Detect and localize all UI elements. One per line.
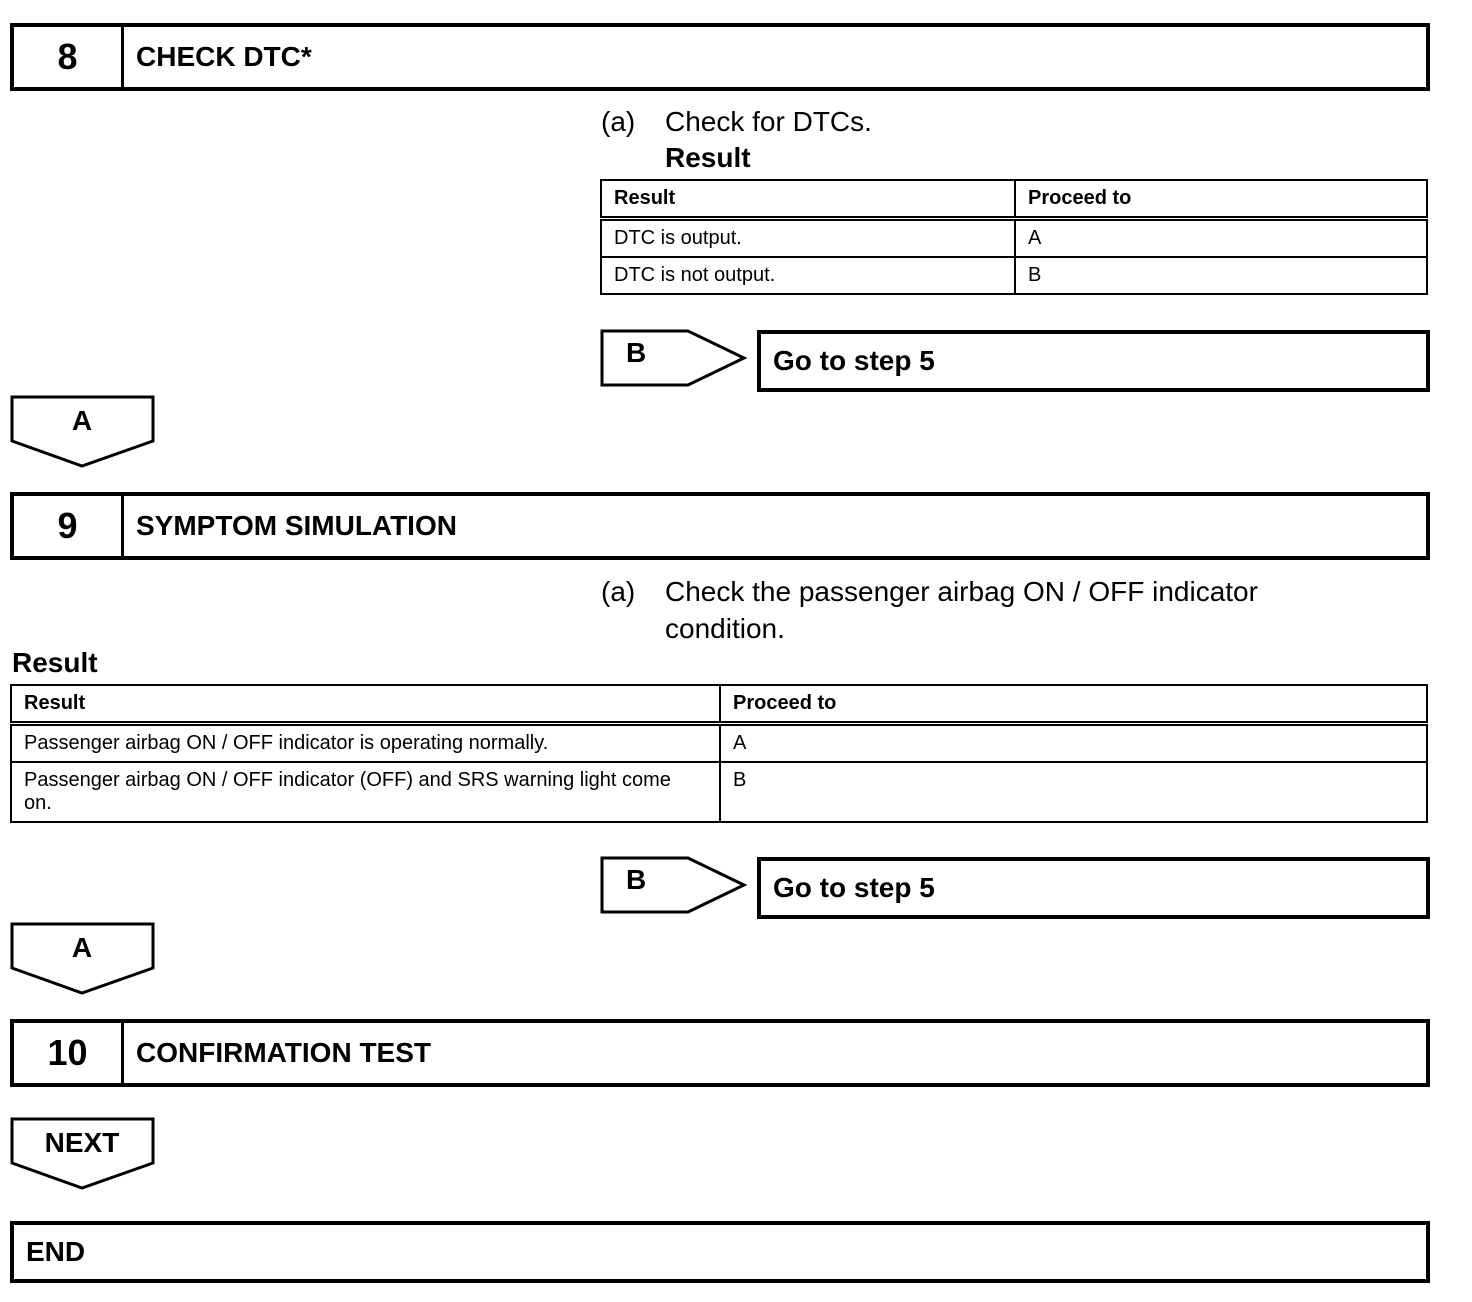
table-cell: A bbox=[1015, 219, 1427, 258]
table-cell: A bbox=[720, 724, 1427, 763]
table-cell: B bbox=[1015, 257, 1427, 294]
step-number: 10 bbox=[14, 1023, 124, 1083]
step-10-header bbox=[10, 1019, 1430, 1087]
step-9-header bbox=[10, 492, 1430, 560]
step-title: CHECK DTC* bbox=[136, 41, 312, 72]
substep-text: condition. bbox=[665, 613, 785, 644]
step-8-header bbox=[10, 23, 1430, 91]
continue-label: A bbox=[71, 405, 93, 436]
right-arrow-icon bbox=[600, 329, 750, 387]
table-header: Proceed to bbox=[720, 685, 1427, 724]
substep-text: Check the passenger airbag ON / OFF indicator bbox=[665, 576, 1258, 607]
table-row bbox=[11, 724, 1427, 763]
table-cell: Passenger airbag ON / OFF indicator (OFF) and SRS warning light come on. bbox=[11, 762, 720, 822]
table-cell: DTC is not output. bbox=[601, 257, 1015, 294]
table-cell: DTC is output. bbox=[601, 219, 1015, 258]
continue-a-arrow[interactable] bbox=[10, 922, 156, 996]
table-row bbox=[601, 257, 1427, 294]
result-table bbox=[10, 684, 1428, 823]
result-heading: Result bbox=[12, 647, 98, 678]
branch-label: B bbox=[626, 337, 647, 368]
continue-a-arrow[interactable] bbox=[10, 395, 156, 469]
substep-text: Check for DTCs. bbox=[665, 106, 872, 137]
table-header-row bbox=[11, 685, 1427, 724]
result-heading: Result bbox=[665, 142, 751, 173]
next-label: NEXT bbox=[44, 1127, 120, 1158]
step-title: SYMPTOM SIMULATION bbox=[136, 510, 457, 541]
substep-label: (a) bbox=[601, 576, 636, 607]
table-cell: B bbox=[720, 762, 1427, 822]
substep-label: (a) bbox=[601, 106, 636, 137]
continue-label: A bbox=[71, 932, 93, 963]
branch-label: B bbox=[626, 864, 647, 895]
table-header-row bbox=[601, 180, 1427, 219]
end-box: END bbox=[10, 1221, 1430, 1283]
next-arrow[interactable] bbox=[10, 1117, 156, 1191]
step-number: 9 bbox=[14, 496, 124, 556]
table-cell: Passenger airbag ON / OFF indicator is operating normally. bbox=[11, 724, 720, 763]
table-row bbox=[601, 219, 1427, 258]
table-header: Result bbox=[601, 180, 1015, 219]
table-header: Result bbox=[11, 685, 720, 724]
result-table bbox=[600, 179, 1428, 295]
branch-b-arrow[interactable] bbox=[600, 856, 750, 914]
right-arrow-icon bbox=[600, 856, 750, 914]
step-title: CONFIRMATION TEST bbox=[136, 1037, 432, 1068]
go-to-step-box[interactable]: Go to step 5 bbox=[757, 857, 1430, 919]
table-row bbox=[11, 762, 1427, 822]
table-header: Proceed to bbox=[1015, 180, 1427, 219]
step-number: 8 bbox=[14, 27, 124, 87]
branch-b-arrow[interactable] bbox=[600, 329, 750, 387]
go-to-step-box[interactable]: Go to step 5 bbox=[757, 330, 1430, 392]
